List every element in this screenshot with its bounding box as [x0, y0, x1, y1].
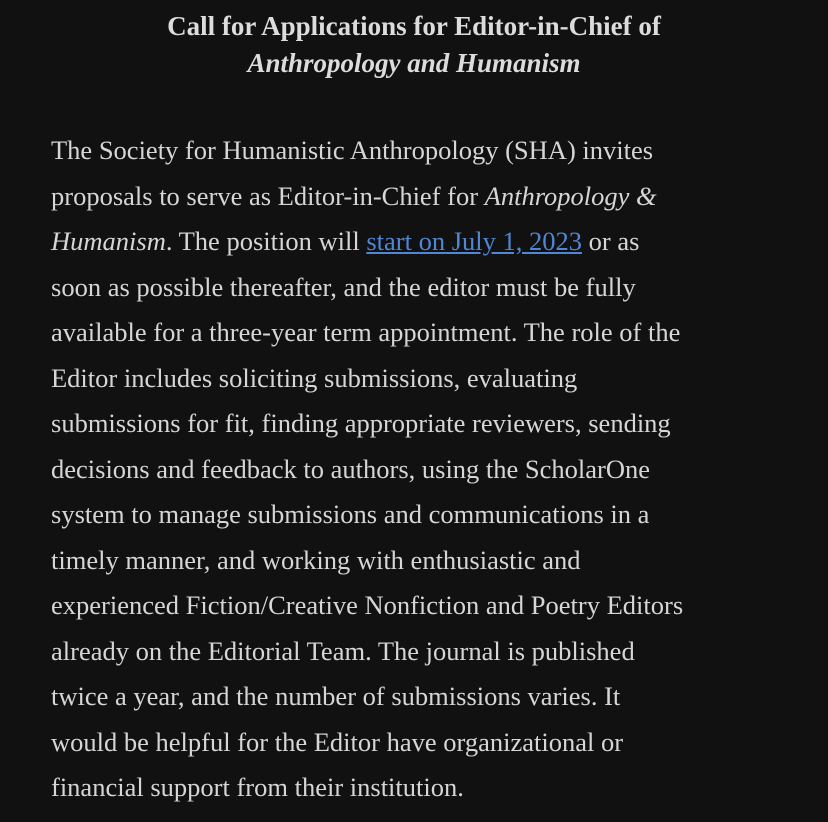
body-line: The Society for Humanistic Anthropology (SHA) invites — [51, 135, 654, 165]
body-line: financial support from their institution. — [51, 772, 464, 802]
body-line: system to manage submissions and communications in a — [51, 499, 650, 529]
body-line: soon as possible thereafter, and the editor must be fully — [51, 271, 636, 302]
body-line: submissions for fit, finding appropriate reviewers, sending — [51, 408, 671, 438]
body-line: timely manner, and working with enthusiastic and — [51, 544, 581, 575]
announcement-body — [51, 128, 786, 811]
body-text-span: or as — [582, 226, 640, 256]
body-line — [51, 174, 786, 220]
journal-name-italic: Humanism — [51, 226, 166, 256]
body-text-span: proposals to serve as Editor-in-Chief for — [51, 180, 485, 211]
body-line — [51, 219, 786, 265]
body-line: already on the Editorial Team. The journal is published — [51, 635, 635, 666]
announcement-title — [0, 8, 828, 82]
title-line-1: Call for Applications for Editor-in-Chief of — [167, 11, 661, 41]
body-line: would be helpful for the Editor have organizational or — [51, 726, 624, 757]
title-line-2-journal-name: Anthropology and Humanism — [247, 48, 581, 78]
start-date-link[interactable]: start on July 1, 2023 — [366, 226, 583, 256]
body-line: twice a year, and the number of submissions varies. It — [51, 681, 621, 711]
body-line: decisions and feedback to authors, using the ScholarOne — [51, 453, 651, 484]
body-line: available for a three-year term appointment. The role of the — [51, 317, 681, 347]
body-text-span: . The position will — [165, 226, 367, 256]
journal-name-italic: Anthropology & — [484, 180, 657, 211]
body-line: experienced Fiction/Creative Nonfiction and Poetry Editors — [51, 590, 684, 620]
body-line: Editor includes soliciting submissions, evaluating — [51, 362, 578, 393]
